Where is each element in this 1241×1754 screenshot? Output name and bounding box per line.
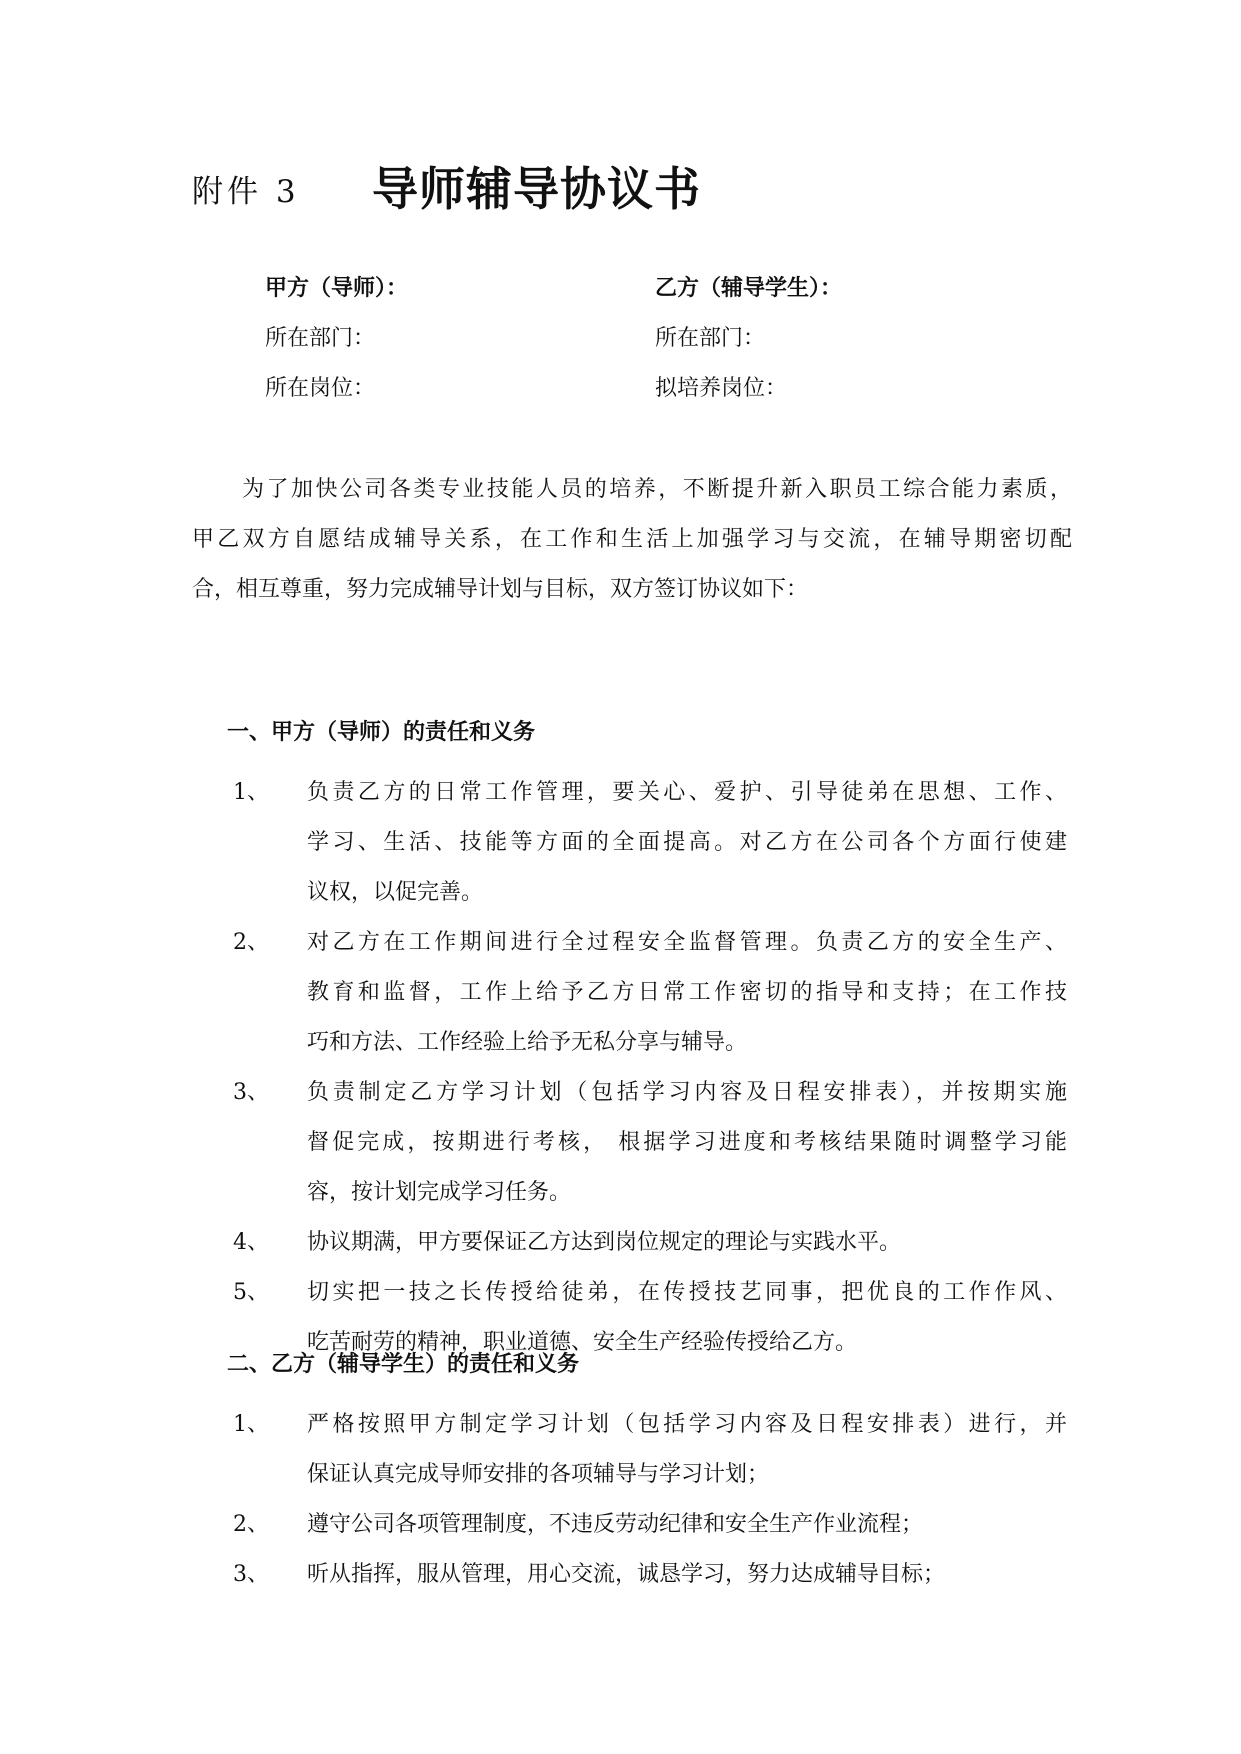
section-party-a-duties xyxy=(227,718,1067,1368)
item-line: 负责乙方的日常工作管理，要关心、爱护、引导徒弟在思想、工作、 xyxy=(307,780,1067,805)
attachment-label: 附件 3 xyxy=(192,174,300,210)
item-line: 听从指挥，服从管理，用心交流，诚恳学习，努力达成辅导目标； xyxy=(307,1562,946,1587)
party-b-block xyxy=(655,274,842,424)
document-title: 导师辅导协议书 xyxy=(372,162,701,216)
list-item xyxy=(227,1550,1067,1600)
party-b-heading: 乙方（辅导学生）： xyxy=(655,276,843,301)
list-item xyxy=(227,1068,1067,1218)
item-line: 吃苦耐劳的精神，职业道德、安全生产经验传授给乙方。 xyxy=(307,1330,858,1355)
item-line: 学习、生活、技能等方面的全面提高。对乙方在公司各个方面行使建 xyxy=(307,830,1067,855)
section-title: 二、乙方（辅导学生）的责任和义务 xyxy=(227,1352,580,1377)
item-number: 2、 xyxy=(233,930,269,955)
item-line: 容，按计划完成学习任务。 xyxy=(307,1180,572,1205)
section-party-b-duties xyxy=(227,1350,1067,1600)
list-item xyxy=(227,1218,1067,1268)
intro-line: 为了加快公司各类专业技能人员的培养，不断提升新入职员工综合能力素质， xyxy=(242,477,1072,502)
item-line: 严格按照甲方制定学习计划（包括学习内容及日程安排表）进行，并 xyxy=(307,1412,1067,1437)
item-number: 3、 xyxy=(233,1080,269,1105)
intro-paragraph xyxy=(192,465,1072,615)
item-line: 切实把一技之长传授给徒弟，在传授技艺同事，把优良的工作作风、 xyxy=(307,1280,1067,1305)
item-line: 对乙方在工作期间进行全过程安全监督管理。负责乙方的安全生产、 xyxy=(307,930,1067,955)
item-line: 保证认真完成导师安排的各项辅导与学习计划； xyxy=(307,1462,770,1487)
item-line: 协议期满，甲方要保证乙方达到岗位规定的理论与实践水平。 xyxy=(307,1230,902,1255)
item-line: 督促完成，按期进行考核， 根据学习进度和考核结果随时调整学习能 xyxy=(307,1130,1067,1155)
intro-line: 甲乙双方自愿结成辅导关系，在工作和生活上加强学习与交流，在辅导期密切配 xyxy=(192,527,1072,552)
list-item xyxy=(227,918,1067,1068)
list-item xyxy=(227,1500,1067,1550)
party-b-position-label: 拟培养岗位： xyxy=(655,376,788,401)
party-b-department-label: 所在部门： xyxy=(655,326,766,351)
item-line: 巧和方法、工作经验上给予无私分享与辅导。 xyxy=(307,1030,748,1055)
item-line: 负责制定乙方学习计划（包括学习内容及日程安排表），并按期实施 xyxy=(307,1080,1067,1105)
list-item xyxy=(227,768,1067,918)
item-number: 3、 xyxy=(233,1562,269,1587)
item-number: 1、 xyxy=(233,780,269,805)
item-line: 遵守公司各项管理制度，不违反劳动纪律和安全生产作业流程； xyxy=(307,1512,924,1537)
item-number: 1、 xyxy=(233,1412,269,1437)
party-a-department-label: 所在部门： xyxy=(265,326,376,351)
item-number: 2、 xyxy=(233,1512,269,1537)
party-a-block xyxy=(265,274,408,424)
party-a-heading: 甲方（导师）： xyxy=(265,276,409,301)
item-number: 5、 xyxy=(233,1280,269,1305)
item-line: 教育和监督，工作上给予乙方日常工作密切的指导和支持；在工作技 xyxy=(307,980,1067,1005)
item-number: 4、 xyxy=(233,1230,269,1255)
party-a-position-label: 所在岗位： xyxy=(265,376,376,401)
section-title: 一、甲方（导师）的责任和义务 xyxy=(227,720,536,745)
item-line: 议权，以促完善。 xyxy=(307,880,484,905)
intro-line: 合，相互尊重，努力完成辅导计划与目标，双方签订协议如下： xyxy=(192,577,809,602)
list-item xyxy=(227,1400,1067,1500)
